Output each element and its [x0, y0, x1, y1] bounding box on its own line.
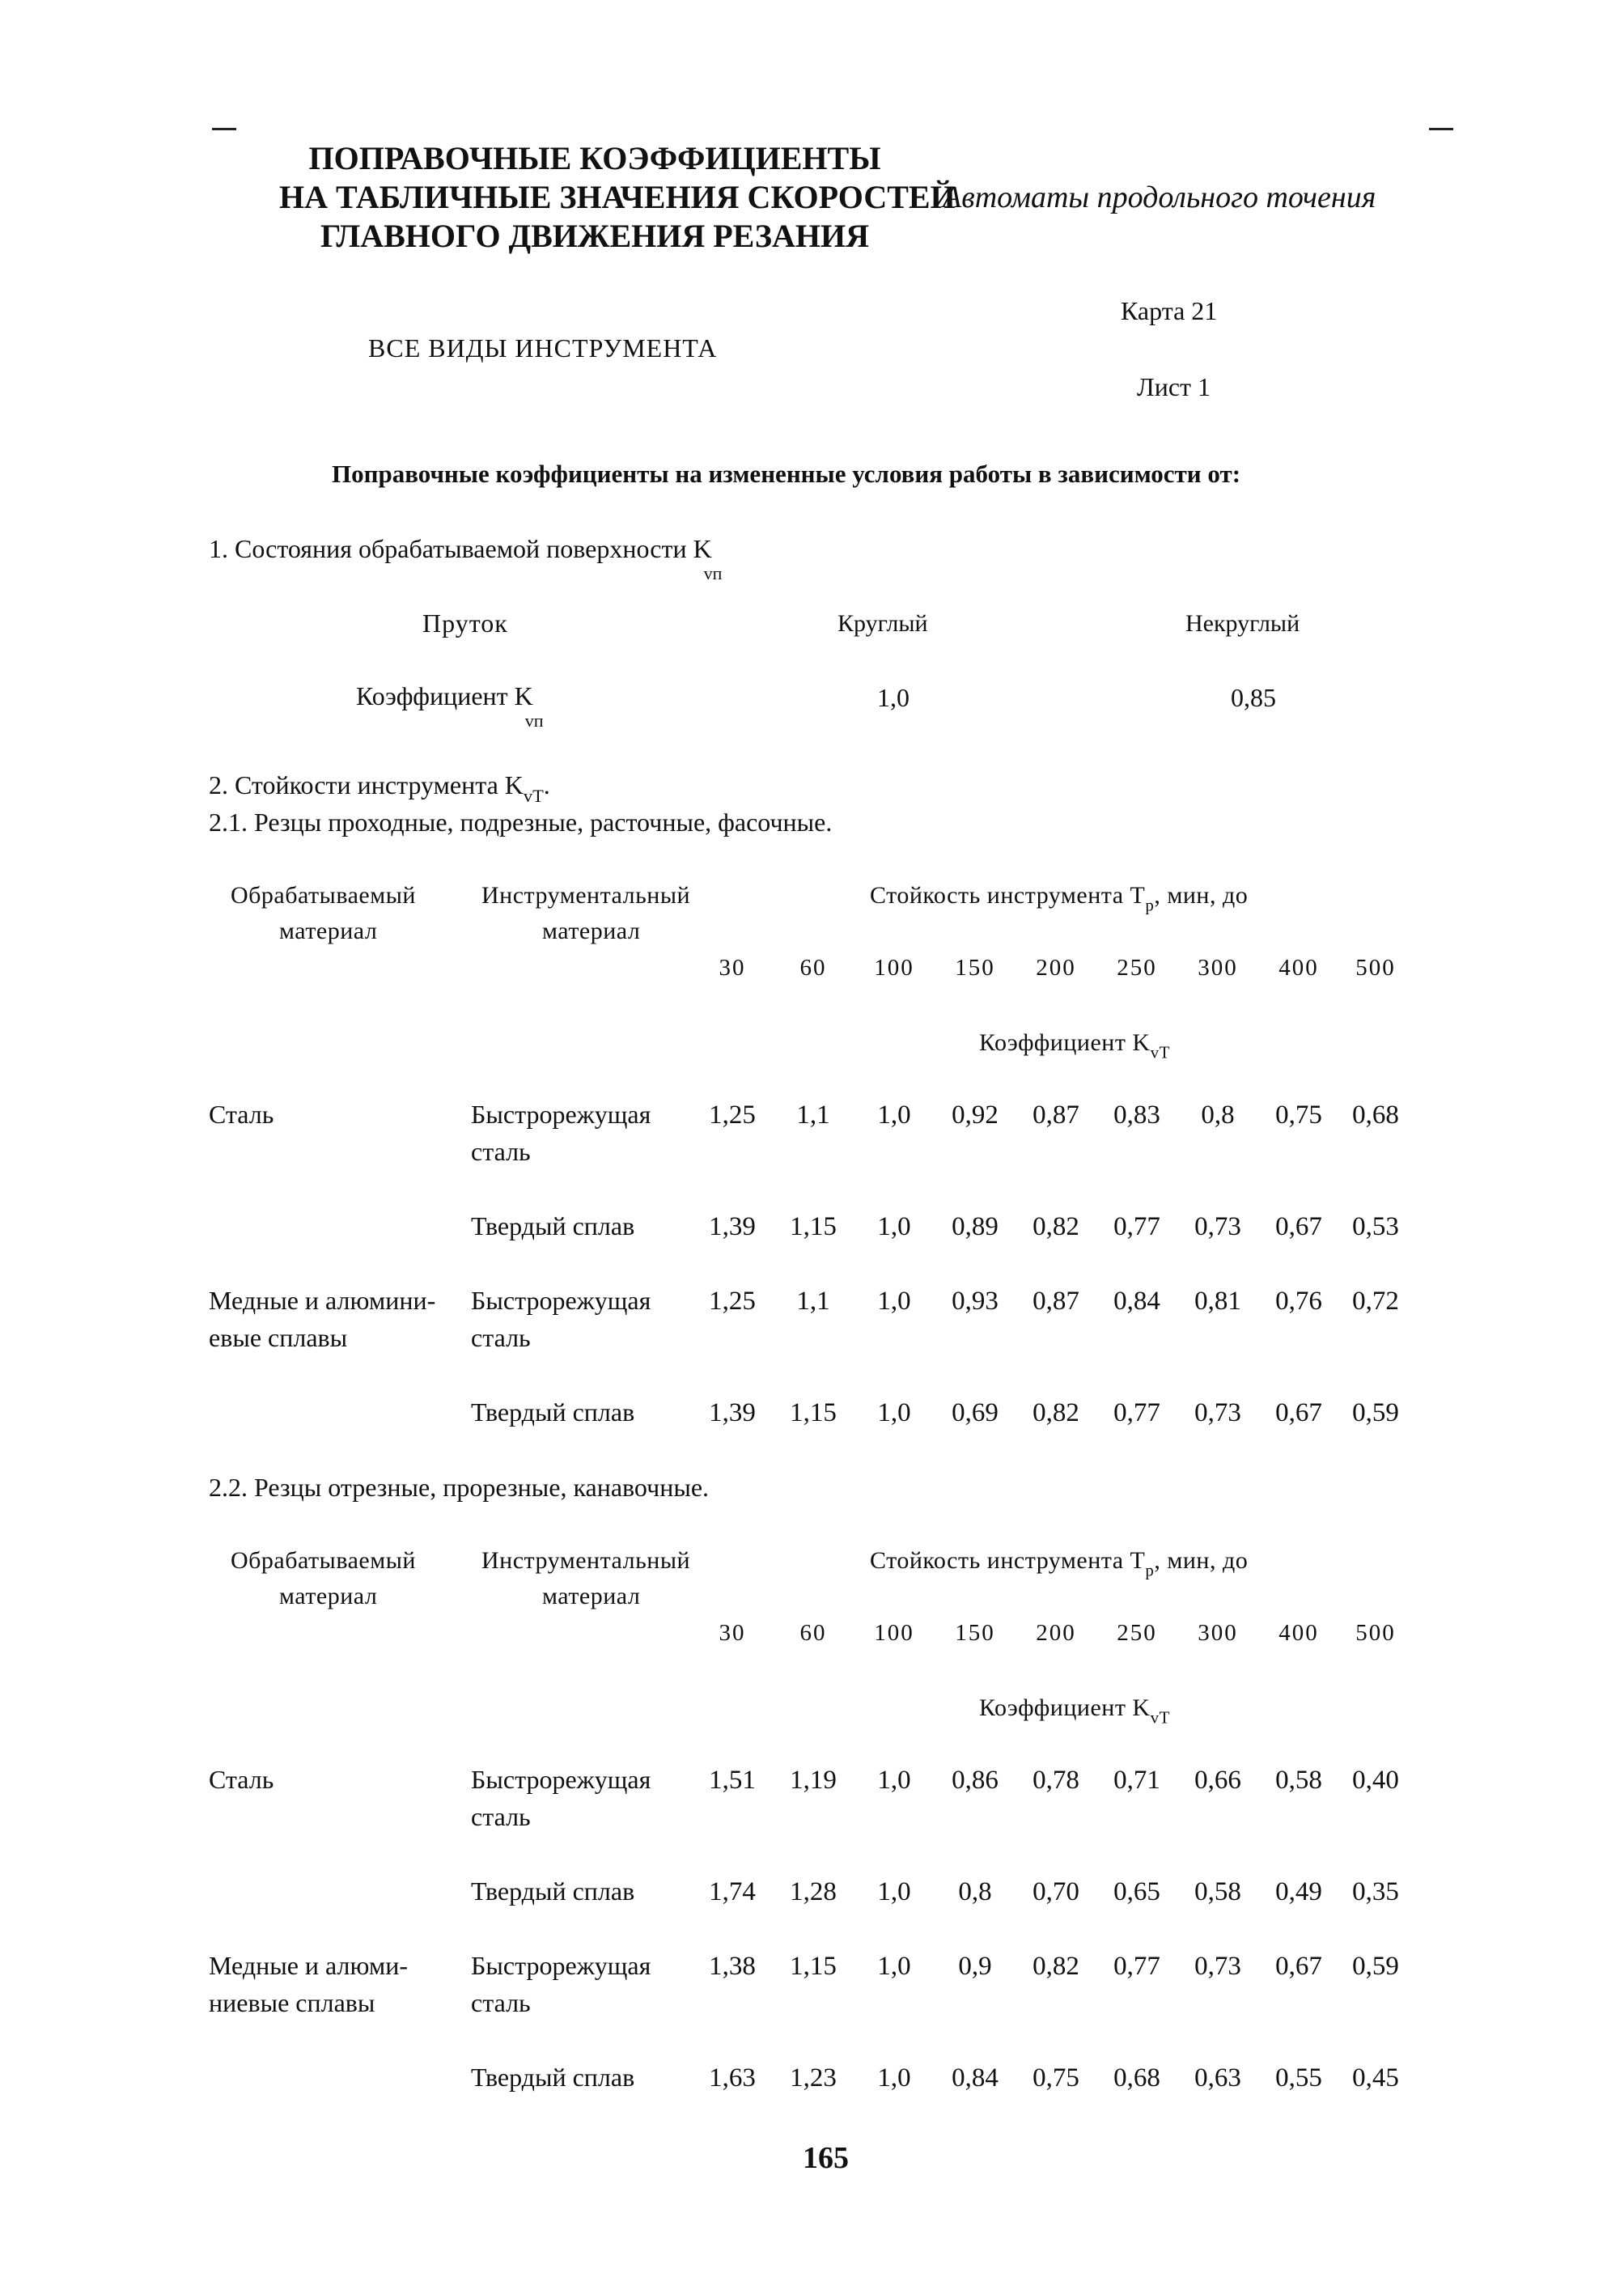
coefficient-value: 0,78: [1032, 1766, 1079, 1795]
material-cell: Медные и алюмини-евые сплавы: [209, 1286, 436, 1352]
period-header: 200: [1036, 955, 1076, 981]
coefficient-row-subscript: vп: [524, 710, 544, 731]
bar-column-header: Пруток: [422, 608, 508, 638]
section1-title: 1. Состояния обрабатываемой поверхности K vп: [209, 534, 723, 583]
coefficient-value: 0,9: [958, 1952, 992, 1981]
coefficient-value: 0,89: [952, 1212, 999, 1241]
coefficient-value: 0,35: [1352, 1877, 1399, 1906]
period-header: 250: [1117, 1620, 1157, 1646]
coefficient-value: 0,63: [1194, 2063, 1241, 2093]
period-header: 100: [874, 955, 914, 981]
tool-material-cell: Твердый сплав: [471, 2063, 635, 2092]
coefficient-value: 1,39: [709, 1212, 756, 1241]
coefficient-value: 0,59: [1352, 1398, 1399, 1427]
coefficient-value: 1,51: [709, 1766, 756, 1795]
coefficient-value: 0,93: [952, 1287, 999, 1316]
coefficient-value: 0,92: [952, 1100, 999, 1130]
period-header: 30: [719, 1620, 746, 1646]
material-header-line-2: материал: [279, 918, 378, 944]
period-header: 100: [874, 1620, 914, 1646]
coefficient-value: 1,1: [796, 1100, 830, 1130]
coefficient-subscript: vT: [1150, 1707, 1170, 1728]
coefficient-value: 1,0: [877, 1212, 911, 1241]
page-subtitle: Автоматы продольного точения: [943, 180, 1376, 214]
tool-material-cell: Быстрорежущая сталь: [471, 1286, 651, 1352]
section1-title-subscript: vп: [703, 563, 723, 583]
coefficient-value: 1,15: [790, 1398, 837, 1427]
coefficient-value: 0,8: [958, 1877, 992, 1906]
coefficient-label: Коэффициент K: [979, 1029, 1151, 1056]
coefficient-value: 0,84: [1113, 1287, 1160, 1316]
coefficient-value: 0,82: [1032, 1952, 1079, 1981]
tool-material-header-line-2: материал: [542, 1583, 641, 1609]
coefficient-value: 1,0: [877, 1877, 911, 1906]
coefficient-value: 1,25: [709, 1100, 756, 1130]
coefficient-value: 1,1: [796, 1287, 830, 1316]
coefficient-value: 1,0: [877, 2063, 911, 2093]
round-column-header: Круглый: [837, 610, 928, 637]
coefficient-value: 1,0: [877, 1398, 911, 1427]
period-header: 500: [1355, 1620, 1396, 1646]
coefficient-value: 1,38: [709, 1952, 756, 1981]
tool-material-cell: Твердый сплав: [471, 1211, 635, 1240]
tool-life-subscript: р: [1145, 1560, 1155, 1580]
section2-title: 2. Стойкости инструмента $K_{vT}$.: [209, 770, 550, 807]
period-header: 300: [1198, 955, 1238, 981]
table1-title: 2.1. Резцы проходные, подрезные, расточные, фасочные.: [209, 808, 833, 837]
coefficient-value: 1,39: [709, 1398, 756, 1427]
period-header: 30: [719, 955, 746, 981]
coefficient-label: Коэффициент K: [979, 1694, 1151, 1721]
coefficient-value: 0,67: [1275, 1398, 1322, 1427]
coefficient-value: 0,58: [1194, 1877, 1241, 1906]
coefficient-value: 0,71: [1113, 1766, 1160, 1795]
coefficient-value: 1,74: [709, 1877, 756, 1906]
coefficient-value: 0,8: [1201, 1100, 1235, 1130]
coefficient-value: 0,59: [1352, 1952, 1399, 1981]
coefficient-value: 0,87: [1032, 1287, 1079, 1316]
page-title-line-3: ГЛАВНОГО ДВИЖЕНИЯ РЕЗАНИЯ: [320, 218, 869, 254]
coefficient-value: 0,55: [1275, 2063, 1322, 2093]
coefficient-value: 1,23: [790, 2063, 837, 2093]
material-cell: Медные и алюми-ниевые сплавы: [209, 1951, 409, 2017]
coefficient-value: 0,58: [1275, 1766, 1322, 1795]
tool-life-subscript: р: [1145, 895, 1155, 915]
coefficient-header: [979, 1029, 1170, 1062]
period-header: 150: [955, 955, 995, 981]
sheet-number: Лист 1: [1137, 372, 1211, 401]
tool-life-label: Стойкость инструмента T: [870, 1547, 1146, 1574]
card-number: Карта 21: [1121, 296, 1218, 325]
coefficient-value: 0,66: [1194, 1766, 1241, 1795]
tool-life-label: Стойкость инструмента T: [870, 882, 1146, 909]
period-header: 200: [1036, 1620, 1076, 1646]
period-header: 60: [799, 1620, 827, 1646]
coefficient-value: 0,76: [1275, 1287, 1322, 1316]
material-cell: Сталь: [209, 1765, 274, 1794]
period-header: 150: [955, 1620, 995, 1646]
coefficient-value: 1,25: [709, 1287, 756, 1316]
coefficient-value: 0,81: [1194, 1287, 1241, 1316]
coefficient-value: 1,63: [709, 2063, 756, 2093]
nonround-column-header: Некруглый: [1185, 610, 1300, 637]
coefficient-value: 0,86: [952, 1766, 999, 1795]
coefficient-value: 0,77: [1113, 1952, 1160, 1981]
coefficient-subscript: vT: [1150, 1042, 1170, 1062]
tool-life-unit: , мин, до: [1154, 1547, 1249, 1574]
tool-life-header: [870, 1547, 1248, 1580]
table2-title: 2.2. Резцы отрезные, прорезные, канавочные.: [209, 1473, 710, 1502]
tool-material-header-line-2: материал: [542, 918, 641, 944]
period-header: 250: [1117, 955, 1157, 981]
tool-material-cell: Твердый сплав: [471, 1876, 635, 1906]
coefficient-value: 0,67: [1275, 1212, 1322, 1241]
tool-material-cell: Быстрорежущая сталь: [471, 1765, 651, 1831]
coefficient-value: 1,15: [790, 1212, 837, 1241]
coefficient-value: 0,82: [1032, 1212, 1079, 1241]
coefficient-value: 0,75: [1032, 2063, 1079, 2093]
coefficient-value: 0,73: [1194, 1212, 1241, 1241]
coefficient-value: 0,75: [1275, 1100, 1322, 1130]
coefficient-value: 1,0: [877, 1287, 911, 1316]
page-number: 165: [803, 2141, 849, 2175]
coefficient-value: 0,73: [1194, 1952, 1241, 1981]
coefficient-value: 0,68: [1352, 1100, 1399, 1130]
coefficient-header: [979, 1694, 1170, 1728]
coefficient-value: 0,49: [1275, 1877, 1322, 1906]
period-header: 400: [1278, 1620, 1319, 1646]
tool-material-cell: Быстрорежущая сталь: [471, 1951, 651, 2017]
material-cell: Сталь: [209, 1100, 274, 1129]
coefficient-value: 0,40: [1352, 1766, 1399, 1795]
period-header: 300: [1198, 1620, 1238, 1646]
corner-mark-left: [212, 128, 236, 130]
coefficient-value: 0,77: [1113, 1212, 1160, 1241]
coefficient-value: 0,82: [1032, 1398, 1079, 1427]
coefficient-value: 1,19: [790, 1766, 837, 1795]
coefficient-value: 0,68: [1113, 2063, 1160, 2093]
coefficient-value: 0,77: [1113, 1398, 1160, 1427]
coefficient-value: 1,0: [877, 1100, 911, 1130]
material-header-line-1: Обрабатываемый: [231, 1547, 416, 1574]
coefficient-value: 0,67: [1275, 1952, 1322, 1981]
tool-material-header-line-1: Инструментальный: [481, 1547, 691, 1574]
coefficient-value: 0,73: [1194, 1398, 1241, 1427]
tool-types-label: ВСЕ ВИДЫ ИНСТРУМЕНТА: [368, 333, 718, 363]
coefficient-value: 1,28: [790, 1877, 837, 1906]
coefficient-value: 0,87: [1032, 1100, 1079, 1130]
tool-life-header: [870, 882, 1248, 915]
coefficient-value: 1,0: [877, 1952, 911, 1981]
period-header: 500: [1355, 955, 1396, 981]
tool-material-cell: Твердый сплав: [471, 1397, 635, 1427]
page-title-line-2: НА ТАБЛИЧНЫЕ ЗНАЧЕНИЯ СКОРОСТЕЙ: [279, 179, 956, 215]
coefficient-value: 0,70: [1032, 1877, 1079, 1906]
tool-life-unit: , мин, до: [1154, 882, 1249, 909]
intro-text: Поправочные коэффициенты на измененные условия работы в зависимости от:: [332, 460, 1241, 488]
material-header-line-2: материал: [279, 1583, 378, 1609]
period-header: 60: [799, 955, 827, 981]
coefficient-value: 0,84: [952, 2063, 999, 2093]
material-header-line-1: Обрабатываемый: [231, 882, 416, 909]
round-value: 1,0: [877, 683, 910, 712]
nonround-value: 0,85: [1231, 683, 1276, 712]
page-title-line-1: ПОПРАВОЧНЫЕ КОЭФФИЦИЕНТЫ: [308, 140, 881, 176]
corner-mark-right: [1429, 128, 1453, 130]
coefficient-row-label: Коэффициент K vп: [356, 681, 544, 731]
coefficient-value: 0,83: [1113, 1100, 1160, 1130]
coefficient-value: 0,53: [1352, 1212, 1399, 1241]
coefficient-value: 1,0: [877, 1766, 911, 1795]
coefficient-value: 0,45: [1352, 2063, 1399, 2093]
tool-material-header-line-1: Инструментальный: [481, 882, 691, 909]
tool-material-cell: Быстрорежущая сталь: [471, 1100, 651, 1166]
coefficient-value: 0,65: [1113, 1877, 1160, 1906]
coefficient-value: 0,72: [1352, 1287, 1399, 1316]
period-header: 400: [1278, 955, 1319, 981]
coefficient-value: 1,15: [790, 1952, 837, 1981]
coefficient-value: 0,69: [952, 1398, 999, 1427]
